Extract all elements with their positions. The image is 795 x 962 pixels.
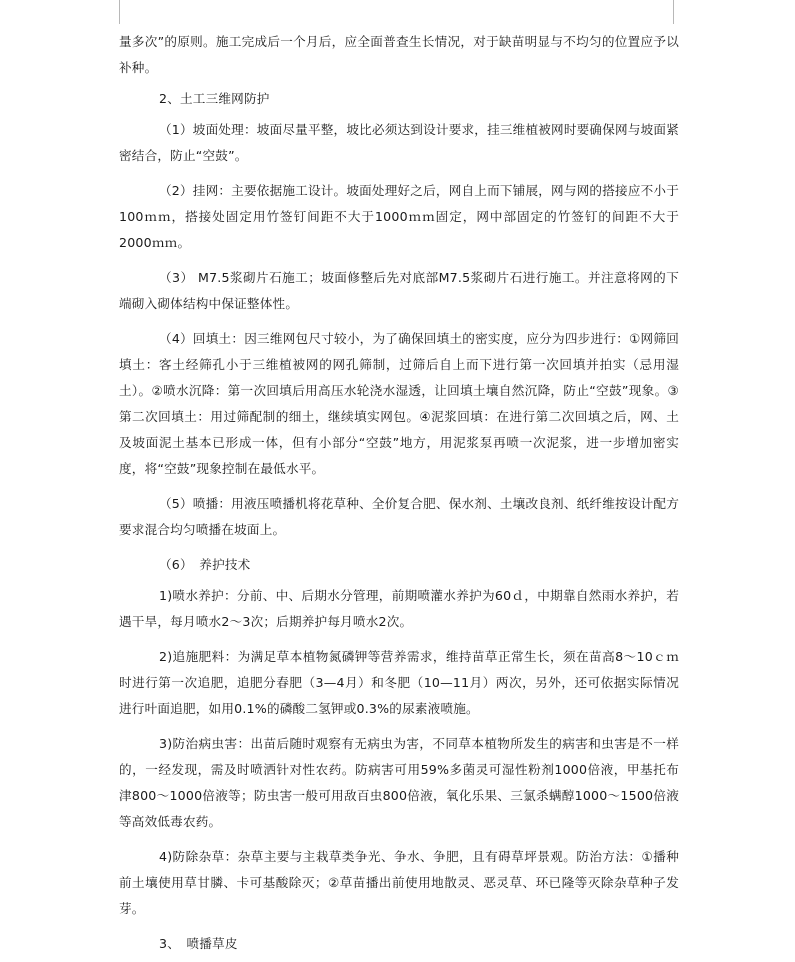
paragraph-spraying: （5）喷播：用液压喷播机将花草种、全价复合肥、保水剂、土壤改良剂、纸纤维按设计配方要求混合均匀喷播在坡面上。 [119,496,679,537]
margin-corner-mark-right [673,0,674,24]
subheading-maintenance: （6） 养护技术 [159,557,251,572]
paragraph-slope-treatment: （1）坡面处理：坡面尽量平整，坡比必须达到设计要求，挂三维植被网时要确保网与坡面紧密结合，防止“空鼓”。 [119,122,679,163]
section-heading-geocell-protection: 2、土工三维网防护 [159,91,270,106]
paragraph-fertilizing: 2)追施肥料：为满足草本植物氮磷钾等营养需求，维持苗草正常生长，须在苗高8～10ｃｍ时进行第一次追肥，追肥分春肥（3—4月）和冬肥（10—11月）两次，另外，还可依据实际情况进行叶面追肥，如用0.1%的磷酸二氢钾或0.3%的尿素液喷施。 [119,649,679,716]
paragraph-watering: 1)喷水养护：分前、中、后期水分管理，前期喷灌水养护为60ｄ，中期靠自然雨水养护，若遇干旱，每月喷水2～3次；后期养护每月喷水2次。 [119,588,679,629]
paragraph-backfill: （4）回填土：因三维网包尺寸较小，为了确保回填土的密实度，应分为四步进行：①网筛回填土：客土经筛孔小于三维植被网的网孔筛制，过筛后自上而下进行第一次回填并拍实（忌用湿土）。②喷水沉降：第一次回填后用高压水轮浇水湿透，让回填土壤自然沉降，防止“空鼓”现象。③第二次回填土：用过筛配制的细土，继续填实网包。④泥浆回填：在进行第二次回填之后，网、土及坡面泥土基本已形成一体，但有小部分“空鼓”地方，用泥浆泵再喷一次泥浆，进一步增加密实度，将“空鼓”现象控制在最低水平。 [119,331,679,476]
section-heading-spray-turf: 3、 喷播草皮 [159,936,238,951]
document-body [119,29,679,962]
paragraph-net-hanging: （2）挂网：主要依据施工设计。坡面处理好之后，网自上而下铺展，网与网的搭接应不小于100ｍｍ，搭接处固定用竹签钉间距不大于1000ｍｍ固定，网中部固定的竹签钉的间距不大于2000ｍｍ。 [119,183,679,250]
margin-corner-mark-left [119,0,120,24]
paragraph-pest-control: 3)防治病虫害：出苗后随时观察有无病虫为害，不同草本植物所发生的病害和虫害是不一样的，一经发现，需及时喷洒针对性农药。防病害可用59%多菌灵可湿性粉剂1000倍液，甲基托布津800～1000倍液等；防虫害一般可用敌百虫800倍液，氧化乐果、三氯杀螨醇1000～1500倍液等高效低毒农药。 [119,736,679,829]
paragraph-masonry: （3） M7.5浆砌片石施工；坡面修整后先对底部M7.5浆砌片石进行施工。并注意将网的下端砌入砌体结构中保证整体性。 [119,270,679,311]
paragraph-weed-control: 4)防除杂草：杂草主要与主栽草类争光、争水、争肥，且有碍草坪景观。防治方法：①播种前土壤使用草甘膦、卡可基酸除灭；②草苗播出前使用地散灵、恶灵草、环已隆等灭除杂草种子发芽。 [119,849,679,916]
paragraph-continuation: 量多次”的原则。施工完成后一个月后，应全面普查生长情况，对于缺苗明显与不均匀的位置应予以补种。 [119,34,679,75]
